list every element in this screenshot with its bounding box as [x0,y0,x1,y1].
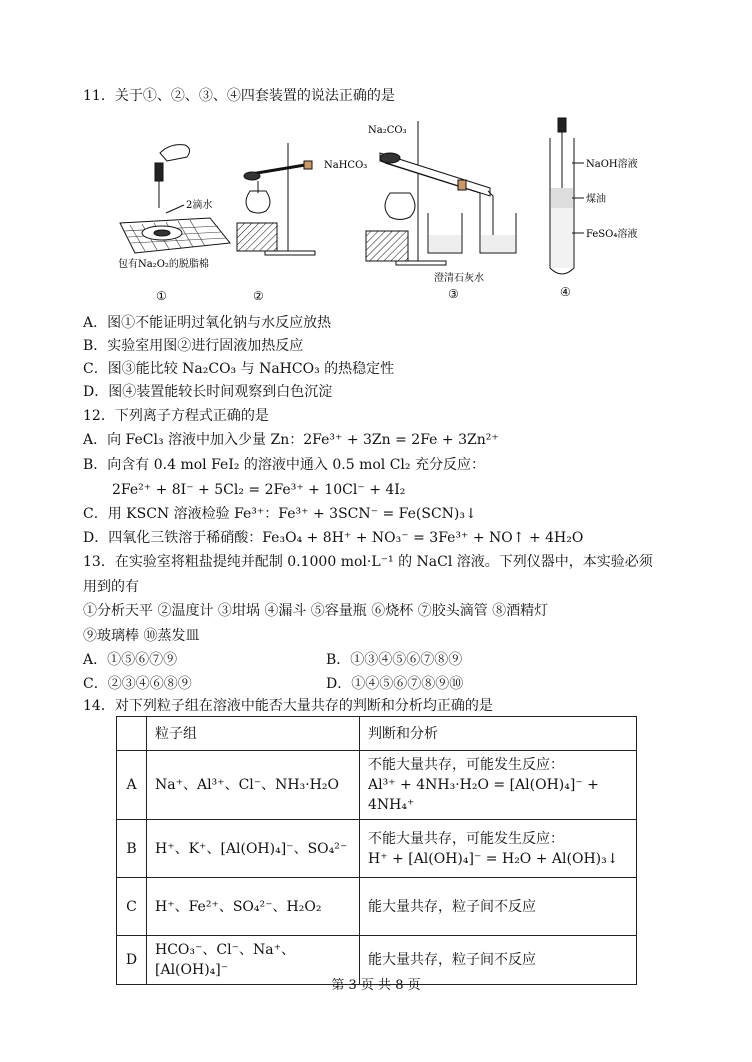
row-particles: H⁺、K⁺、[Al(OH)₄]⁻、SO₄²⁻ [147,820,360,878]
label-cotton: 包有Na₂O₂的脱脂棉 [118,259,209,270]
row-analysis-line1: 不能大量共存，可能发生反应： [368,757,564,773]
q13-option-c: C．②③④⑥⑧⑨ [83,676,192,692]
row-analysis-line2: Al³⁺ + 4NH₃·H₂O = [Al(OH)₄]⁻ + 4NH₄⁺ [368,777,599,813]
q13-items-line2: ⑨玻璃棒 ⑩蒸发皿 [83,628,200,644]
apparatus-figure [100,113,660,303]
q11-option-b: B．实验室用图②进行固液加热反应 [83,338,304,354]
q13-option-b: B．①③④⑤⑥⑦⑧⑨ [326,652,463,668]
table-header-row [117,717,637,751]
figure-3-number: ③ [448,287,459,301]
q12-option-a: A．向 FeCl₃ 溶液中加入少量 Zn：2Fe³⁺ + 3Zn = 2Fe + 3Zn²⁺ [83,432,499,448]
label-na2co3: Na₂CO₃ [368,125,407,136]
figure-4-number: ④ [560,285,571,299]
row-analysis-line1: 能大量共存，粒子间不反应 [368,898,536,915]
table-header-particles: 粒子组 [147,717,360,751]
page-footer: 第 3 页 共 8 页 [331,978,421,993]
q12-stem: 12．下列离子方程式正确的是 [83,408,269,424]
label-limewater: 澄清石灰水 [434,273,484,284]
row-analysis [360,878,637,936]
row-particles: HCO₃⁻、Cl⁻、Na⁺、[Al(OH)₄]⁻ [147,936,360,985]
q12-option-b-equation: 2Fe²⁺ + 8I⁻ + 5Cl₂ = 2Fe³⁺ + 10Cl⁻ + 4I₂ [112,482,406,498]
table-header-empty [117,717,147,751]
label-feso4: FeSO₄溶液 [586,229,638,240]
row-analysis-line1: 不能大量共存，可能发生反应： [368,830,564,847]
figure-3-thermal-stability [366,121,516,265]
table-row [117,751,637,820]
q13-stem-line2: 用到的有 [83,579,139,595]
row-label: D [117,936,147,985]
q13-option-a: A．①⑤⑥⑦⑨ [83,652,178,668]
figure-4-test-tube [550,118,584,274]
row-analysis [360,751,637,820]
figure-1-number: ① [156,289,167,303]
q11-option-a: A．图①不能证明过氧化钠与水反应放热 [83,315,332,331]
table-row [117,820,637,878]
figure-2-number: ② [253,289,264,303]
q13-stem-line1: 13．在实验室将粗盐提纯并配制 0.1000 mol·L⁻¹ 的 NaCl 溶液。下列仪器中，本实验必须 [83,554,653,570]
q14-stem: 14．对下列粒子组在溶液中能否大量共存的判断和分析均正确的是 [83,698,493,714]
row-analysis-line1: 能大量共存，粒子间不反应 [368,952,536,968]
row-analysis [360,820,637,878]
q11-stem: 11．关于①、②、③、④四套装置的说法正确的是 [83,88,395,104]
label-2-drops-water: 2滴水 [186,200,213,211]
q12-option-b: B．向含有 0.4 mol FeI₂ 的溶液中通入 0.5 mol Cl₂ 充分反应： [83,457,485,473]
table-header-analysis: 判断和分析 [360,717,637,751]
label-kerosene: 煤油 [586,194,606,205]
q12-option-c: C．用 KSCN 溶液检验 Fe³⁺：Fe³⁺ + 3SCN⁻ = Fe(SCN)₃↓ [83,506,477,522]
q13-items-line1: ①分析天平 ②温度计 ③坩埚 ④漏斗 ⑤容量瓶 ⑥烧杯 ⑦胶头滴管 ⑧酒精灯 [83,603,549,619]
q12-option-d: D．四氧化三铁溶于稀硝酸：Fe₃O₄ + 8H⁺ + NO₃⁻ = 3Fe³⁺ + NO↑ + 4H₂O [83,530,584,546]
row-particles: H⁺、Fe²⁺、SO₄²⁻、H₂O₂ [147,878,360,936]
q11-option-c: C．图③能比较 Na₂CO₃ 与 NaHCO₃ 的热稳定性 [83,361,395,377]
row-label: C [117,878,147,936]
row-label: B [117,820,147,878]
figure-1-dropper-cotton [120,145,230,253]
row-analysis-line2: H⁺ + [Al(OH)₄]⁻ = H₂O + Al(OH)₃↓ [368,850,619,867]
q11-option-d: D．图④装置能较长时间观察到白色沉淀 [83,384,333,400]
row-particles: Na⁺、Al³⁺、Cl⁻、NH₃·H₂O [147,751,360,820]
q13-option-d: D．①④⑤⑥⑦⑧⑨⑩ [326,676,464,692]
label-nahco3: NaHCO₃ [324,160,368,171]
figure-2-heating-tube [237,143,315,255]
q14-table [116,716,637,985]
label-naoh: NaOH溶液 [586,159,638,170]
table-row [117,878,637,936]
row-label: A [117,751,147,820]
